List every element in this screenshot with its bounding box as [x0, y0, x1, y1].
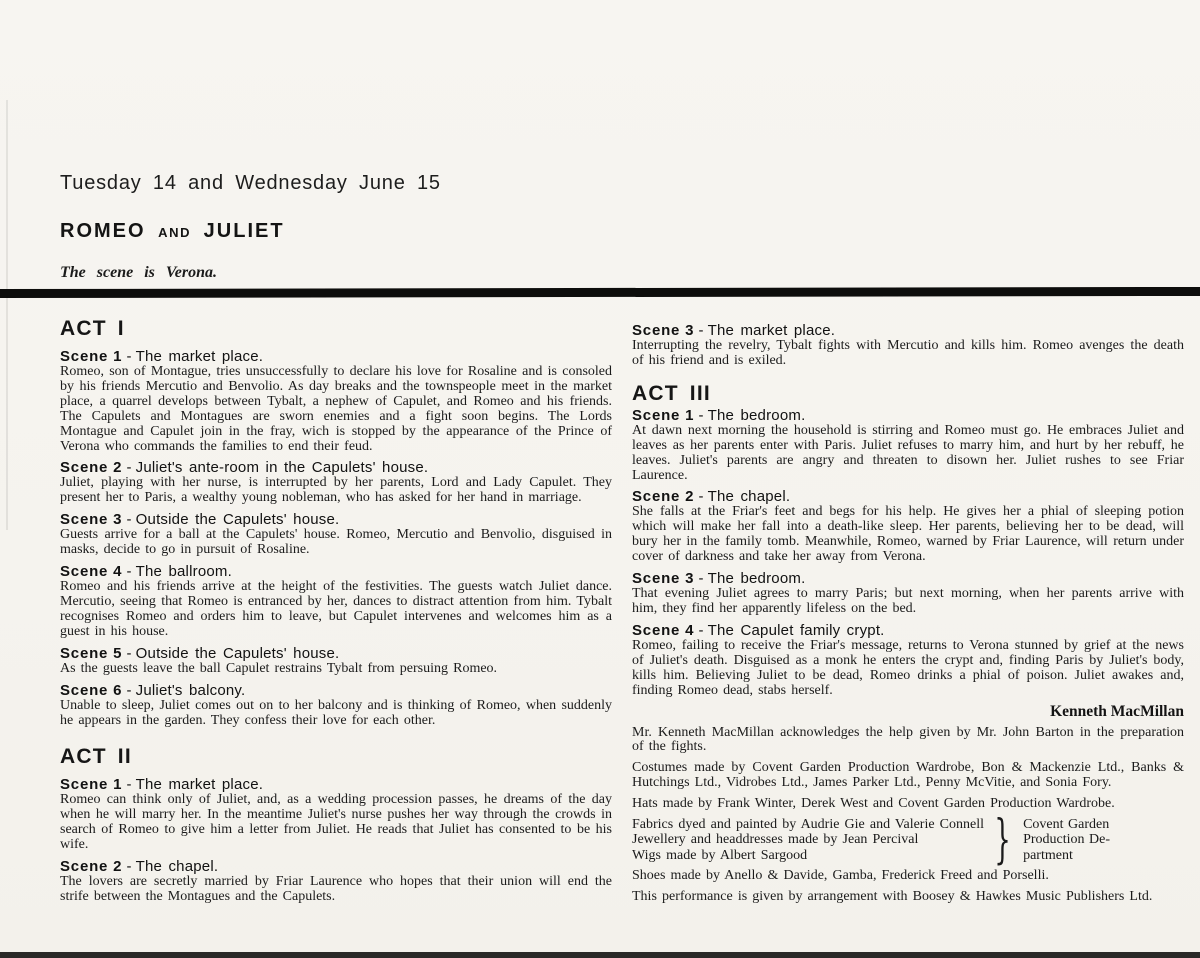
jewellery-credit: Jewellery and headdresses made by Jean Percival — [632, 832, 919, 848]
scene-label: Scene 5 — [60, 644, 123, 662]
scene-heading — [60, 459, 612, 476]
act1-scene-3 — [60, 511, 612, 558]
act3-scene-2 — [632, 488, 1184, 565]
scene-description: Juliet, playing with her nurse, is interrupted by her parents, Lord and Lady Capulet. They present her to Paris, a wealthy young nobleman, who has asked for her hand in marriage. — [60, 475, 612, 506]
scene-description: That evening Juliet agrees to marry Paris; but next morning, when her parents arrive with him, they find her apparently lifeless on the bed. — [632, 586, 1184, 616]
fabrics-credit: Fabrics dyed and painted by Audrie Gie and Valerie Connell — [632, 817, 984, 833]
title-word-juliet: JULIET — [203, 220, 285, 242]
act3-scene-4 — [632, 622, 1184, 699]
scene-label: Scene 3 — [632, 570, 695, 588]
scene-description: Guests arrive for a ball at the Capulets' house. Romeo, Mercutio and Benvolio, disguised in masks, decide to go in pursuit of Rosaline. — [60, 527, 612, 558]
grouped-credit-lines — [632, 817, 984, 863]
scene-place: The bedroom. — [707, 406, 806, 424]
shoes-credit: Shoes made by Anello & Davide, Gamba, Frederick Freed and Porselli. — [632, 868, 1049, 884]
scene-place: Juliet's balcony. — [135, 681, 246, 699]
grouped-credit-label — [1023, 817, 1110, 863]
left-column — [60, 318, 612, 910]
scene-description: Romeo and his friends arrive at the height of the festivities. The guests watch Juliet dance. Mercutio, seeing that Romeo is entranced by her, dances to distract attention from him. Tybalt recognises Romeo and orders him to leave, but Capulet intervenes and welcomes him as a guest in his house. — [60, 579, 612, 639]
scene-heading — [632, 570, 1184, 587]
act2-scene-2 — [60, 858, 612, 905]
wigs-credit: Wigs made by Albert Sargood — [632, 847, 808, 863]
scene-heading — [60, 682, 612, 699]
act2-scene-1 — [60, 776, 612, 853]
scene-separator: - — [126, 858, 132, 876]
act-3-heading: ACT III — [632, 381, 711, 405]
scene-label: Scene 6 — [60, 681, 123, 699]
scene-place: The market place. — [135, 348, 264, 365]
brace-label-line: Production De- — [1023, 832, 1111, 848]
scene-separator: - — [698, 406, 704, 424]
act1-scene-1 — [60, 348, 612, 454]
act2-scene-3 — [632, 322, 1184, 369]
scan-crease-artifact — [6, 100, 8, 530]
scene-heading — [60, 348, 612, 365]
scene-place: The market place. — [135, 776, 264, 794]
scene-heading — [632, 622, 1184, 639]
brace-label-line: Covent Garden — [1023, 817, 1110, 833]
scene-label: Scene 2 — [60, 858, 123, 876]
scene-place: Juliet's ante-room in the Capulets' house. — [135, 459, 429, 477]
scene-heading — [60, 645, 612, 662]
scene-description: She falls at the Friar's feet and begs for his help. He gives her a phial of sleeping potion which will make her fall into a death-like sleep. Her parents, believing her to be dead, will bury her in the family tomb. Meanwhile, Romeo, warned by Friar Laurence, will return under cover of darkness and take her away from Verona. — [632, 504, 1184, 565]
grouped-credits — [632, 810, 1184, 871]
scene-description: As the guests leave the ball Capulet restrains Tybalt from persuing Romeo. — [60, 660, 498, 676]
act1-scene-6 — [60, 682, 612, 729]
scene-heading — [60, 776, 612, 793]
scene-place: The ballroom. — [135, 563, 232, 581]
act3-scene-1 — [632, 407, 1184, 484]
scene-place: The Capulet family crypt. — [707, 621, 885, 639]
performance-dates: Tuesday 14 and Wednesday June 15 — [60, 172, 441, 194]
scene-label: Scene 3 — [632, 322, 695, 339]
brace-glyph: } — [994, 810, 1011, 871]
costumes-credit: Costumes made by Covent Garden Production Wardrobe, Bon & Mackenzie Ltd., Banks & Hutchings Ltd., Vidrobes Ltd., James Parker Ltd., Penny McVitie, and Sonia Fory. — [632, 760, 1184, 791]
scene-description: At dawn next morning the household is stirring and Romeo must go. He embraces Juliet and leaves as her parents enter with Paris. Juliet refuses to marry him, and hurt by her rebuff, he leaves. Juliet's parents are angry and threaten to disown her. Juliet rushes to see Friar Laurence. — [632, 422, 1184, 483]
scene-place: Outside the Capulets' house. — [135, 511, 340, 529]
scene-heading — [60, 858, 612, 875]
scene-description: Interrupting the revelry, Tybalt fights with Mercutio and kills him. Romeo avenges the death of his friend and is exiled. — [632, 338, 1184, 368]
page-header — [60, 172, 441, 282]
scene-place: The bedroom. — [707, 570, 806, 588]
scene-separator: - — [126, 776, 132, 794]
scene-heading — [632, 407, 1184, 424]
scene-place: Outside the Capulets' house. — [135, 644, 340, 662]
scene-separator: - — [126, 681, 132, 699]
scene-separator: - — [126, 348, 132, 365]
scene-label: Scene 4 — [632, 621, 695, 639]
scene-heading — [632, 488, 1184, 505]
scan-edge-artifact — [0, 952, 1200, 958]
scene-heading — [60, 511, 612, 528]
scene-heading — [60, 563, 612, 580]
scene-place: The chapel. — [707, 488, 791, 506]
scene-place: The chapel. — [135, 858, 219, 876]
scene-place: The market place. — [707, 322, 836, 339]
act-2-heading: ACT II — [60, 745, 132, 769]
scene-separator: - — [126, 563, 132, 581]
brace-label-line: partment — [1023, 847, 1073, 863]
act1-scene-5 — [60, 645, 612, 677]
right-column — [632, 318, 1184, 905]
scene-separator: - — [126, 459, 132, 477]
acknowledgement-para: Mr. Kenneth MacMillan acknowledges the help given by Mr. John Barton in the preparation of the fights. — [632, 724, 1184, 755]
scene-heading — [632, 322, 1184, 339]
scene-description: Romeo, son of Montague, tries unsuccessfully to declare his love for Rosaline and is consoled by his friends Mercutio and Benvolio. As day breaks and the townspeople meet in the market place, a quarrel develops between Tybalt, a nephew of Capulet, and Romeo and his friends. The Capulets and Montagues are sworn enemies and a fight soon begins. The Lords Montague and Capulet join in the fray, wich is stopped by the appearance of the Prince of Verona who commands the families to end their feud. — [60, 364, 612, 454]
scene-description: The lovers are secretly married by Friar Laurence who hopes that their union will end the strife between the Montagues and the Capulets. — [60, 874, 612, 904]
scene-separator: - — [698, 488, 704, 506]
scene-description: Romeo, failing to receive the Friar's message, returns to Verona stunned by grief at the news of Juliet's death. Disguised as a monk he enters the crypt and, finding Paris by Juliet's body, kills him. Believing Juliet to be dead, Romeo drinks a phial of poison. Juliet awakes and, finding Romeo dead, stabs herself. — [632, 637, 1184, 698]
scene-label: Scene 1 — [632, 406, 695, 424]
act-1-heading: ACT I — [60, 317, 125, 340]
scene-label: Scene 2 — [60, 459, 123, 477]
scene-setting-note: The scene is Verona. — [60, 264, 217, 281]
scene-label: Scene 3 — [60, 511, 123, 529]
scene-label: Scene 2 — [632, 488, 695, 506]
performance-arrangement-note: This performance is given by arrangement with Boosey & Hawkes Music Publishers Ltd. — [632, 888, 1153, 904]
act3-scene-3 — [632, 570, 1184, 617]
scene-label: Scene 4 — [60, 563, 123, 581]
scene-separator: - — [126, 644, 132, 662]
scene-separator: - — [698, 570, 704, 588]
scene-separator: - — [698, 621, 704, 639]
scene-separator: - — [698, 322, 704, 339]
act1-scene-4 — [60, 563, 612, 640]
scene-label: Scene 1 — [60, 348, 123, 365]
scene-label: Scene 1 — [60, 776, 123, 794]
divider-rule — [0, 287, 1200, 298]
page-title — [60, 220, 441, 243]
act1-scene-2 — [60, 459, 612, 506]
title-word-romeo: ROMEO — [60, 220, 146, 242]
scene-description: Romeo can think only of Juliet, and, as a wedding procession passes, he dreams of the day when he will marry her. In the meantime Juliet's nurse pushes her way through the crowds in search of Romeo to give him a letter from Juliet. He reads that Juliet has consented to be his wife. — [60, 792, 612, 853]
scene-description: Unable to sleep, Juliet comes out on to her balcony and is thinking of Romeo, when suddenly he appears in the garden. They confess their love for each other. — [60, 697, 612, 728]
choreographer-credit: Kenneth MacMillan — [1050, 702, 1184, 720]
hats-credit: Hats made by Frank Winter, Derek West and Covent Garden Production Wardrobe. — [632, 796, 1115, 812]
title-word-and: AND — [158, 225, 192, 240]
scene-separator: - — [126, 511, 132, 529]
